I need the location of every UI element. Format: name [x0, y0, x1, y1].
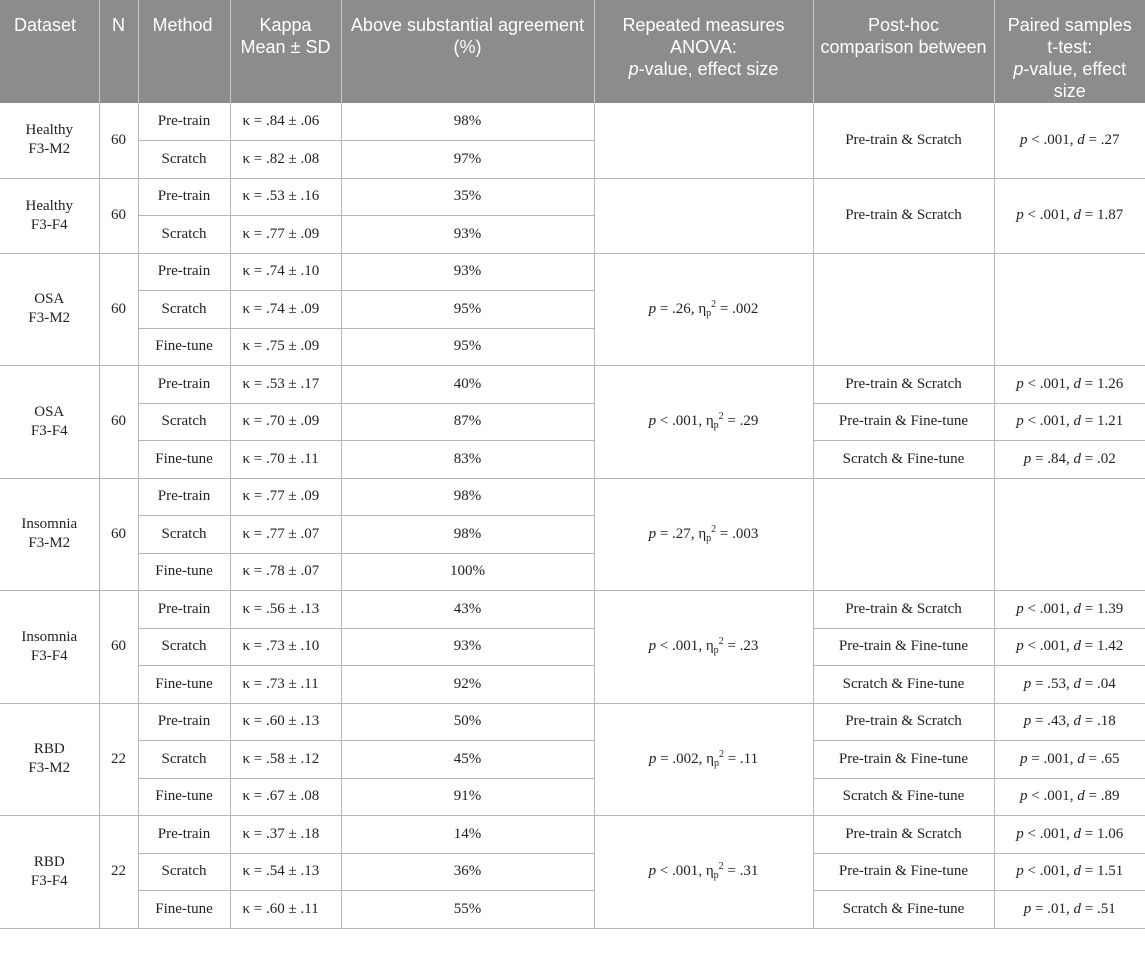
table-row [0, 178, 1145, 216]
table-row [0, 103, 1145, 141]
method-cell: Pre-train [138, 478, 230, 516]
ttest-cell: p < .001, d = .27 [994, 103, 1145, 178]
table-row [0, 366, 1145, 404]
table-row [0, 703, 1145, 741]
anova-eta-value: = .23 [727, 638, 759, 655]
anova-p-symbol: p [648, 413, 657, 430]
anova-eta-value: = .31 [727, 863, 759, 880]
header-anova-rest: -value, effect size [638, 59, 779, 79]
posthoc-cell: Pre-train & Scratch [813, 366, 994, 404]
agreement-cell: 95% [341, 328, 594, 366]
method-cell: Pre-train [138, 103, 230, 141]
ttest-p-value: < .001 [1027, 825, 1066, 842]
ttest-p-value: = .01 [1035, 900, 1066, 917]
posthoc-cell: Pre-train & Fine-tune [813, 741, 994, 779]
posthoc-cell: Pre-train & Scratch [813, 103, 994, 178]
ttest-d-symbol: d [1073, 413, 1081, 430]
kappa-cell: κ = .77 ± .07 [230, 516, 341, 554]
agreement-cell: 36% [341, 853, 594, 891]
anova-p-value: < .001 [659, 638, 699, 655]
method-cell: Pre-train [138, 591, 230, 629]
ttest-d-symbol: d [1077, 131, 1085, 148]
ttest-d-value: = 1.42 [1084, 638, 1124, 655]
dataset-cell: RBD F3-M2 [0, 703, 99, 816]
header-n: N [99, 0, 138, 103]
ttest-d-symbol: d [1073, 638, 1081, 655]
method-cell: Scratch [138, 216, 230, 254]
ttest-d-value: = 1.39 [1084, 600, 1124, 617]
header-dataset: Dataset [0, 0, 99, 103]
anova-p-symbol: p [648, 300, 657, 317]
ttest-d-value: = 1.51 [1084, 863, 1124, 880]
ttest-p-symbol: p [1020, 131, 1028, 148]
kappa-cell: κ = .54 ± .13 [230, 853, 341, 891]
ttest-d-symbol: d [1073, 675, 1081, 692]
kappa-cell: κ = .67 ± .08 [230, 778, 341, 816]
agreement-cell: 87% [341, 403, 594, 441]
dataset-cell: RBD F3-F4 [0, 816, 99, 929]
anova-p-value: = .26 [659, 300, 691, 317]
agreement-cell: 98% [341, 103, 594, 141]
ttest-p-value: < .001 [1027, 863, 1066, 880]
ttest-cell: p = .84, d = .02 [994, 441, 1145, 479]
anova-p-value: < .001 [659, 413, 699, 430]
anova-p-symbol: p [648, 750, 657, 767]
ttest-d-value: = .27 [1088, 131, 1120, 148]
agreement-cell: 98% [341, 516, 594, 554]
ttest-d-symbol: d [1073, 450, 1081, 467]
ttest-p-value: < .001 [1031, 131, 1070, 148]
ttest-d-symbol: d [1073, 900, 1081, 917]
agreement-cell: 100% [341, 553, 594, 591]
posthoc-cell: Pre-train & Fine-tune [813, 403, 994, 441]
ttest-p-symbol: p [1023, 450, 1032, 467]
method-cell: Fine-tune [138, 441, 230, 479]
ttest-cell: p < .001, d = 1.21 [994, 403, 1145, 441]
ttest-p-value: < .001 [1027, 638, 1066, 655]
ttest-d-symbol: d [1073, 825, 1081, 842]
ttest-p-value: < .001 [1027, 375, 1066, 392]
method-cell: Pre-train [138, 178, 230, 216]
posthoc-cell [813, 478, 994, 591]
method-cell: Scratch [138, 628, 230, 666]
ttest-cell: p = .001, d = .65 [994, 741, 1145, 779]
posthoc-cell [813, 253, 994, 366]
header-anova-line1: Repeated measures ANOVA: [622, 15, 785, 57]
ttest-cell [994, 253, 1145, 366]
method-cell: Fine-tune [138, 666, 230, 704]
ttest-p-symbol: p [1016, 600, 1024, 617]
method-cell: Fine-tune [138, 553, 230, 591]
anova-p-symbol: p [648, 525, 657, 542]
method-cell: Pre-train [138, 816, 230, 854]
agreement-cell: 35% [341, 178, 594, 216]
n-cell: 60 [99, 366, 138, 479]
ttest-p-symbol: p [1020, 750, 1028, 767]
table-row [0, 816, 1145, 854]
posthoc-cell: Pre-train & Scratch [813, 703, 994, 741]
n-cell: 60 [99, 178, 138, 253]
anova-cell: p = .002, $\eta_p^2 = .11$ [594, 703, 813, 816]
n-cell: 60 [99, 591, 138, 704]
anova-cell: p < .001, $\eta_p^2 = .23$ [594, 591, 813, 704]
posthoc-cell: Pre-train & Fine-tune [813, 628, 994, 666]
anova-p-symbol: p [648, 638, 657, 655]
ttest-cell: p < .001, d = 1.51 [994, 853, 1145, 891]
anova-eta-value: = .11 [727, 750, 759, 767]
kappa-cell: κ = .75 ± .09 [230, 328, 341, 366]
header-ttest-rest: -value, effect size [1023, 59, 1127, 101]
ttest-cell: p = .01, d = .51 [994, 891, 1145, 929]
method-cell: Pre-train [138, 253, 230, 291]
table-row [0, 478, 1145, 516]
ttest-cell: p = .43, d = .18 [994, 703, 1145, 741]
dataset-cell: OSA F3-M2 [0, 253, 99, 366]
header-ttest-line1: Paired samples t-test: [1007, 15, 1132, 57]
dataset-cell: Healthy F3-M2 [0, 103, 99, 178]
ttest-d-value: = .04 [1084, 675, 1116, 692]
ttest-d-value: = 1.26 [1084, 375, 1124, 392]
ttest-d-symbol: d [1073, 713, 1081, 730]
dataset-cell: OSA F3-F4 [0, 366, 99, 479]
ttest-p-symbol: p [1023, 713, 1032, 730]
ttest-d-value: = 1.06 [1084, 825, 1124, 842]
ttest-cell: p < .001, d = 1.39 [994, 591, 1145, 629]
ttest-p-symbol: p [1016, 375, 1024, 392]
ttest-cell: p < .001, d = 1.42 [994, 628, 1145, 666]
kappa-cell: κ = .77 ± .09 [230, 216, 341, 254]
n-cell: 60 [99, 478, 138, 591]
agreement-cell: 95% [341, 291, 594, 329]
table-row [0, 591, 1145, 629]
method-cell: Fine-tune [138, 778, 230, 816]
ttest-d-symbol: d [1077, 750, 1085, 767]
ttest-p-value: = .84 [1035, 450, 1066, 467]
table-row [0, 741, 1145, 779]
anova-cell [594, 103, 813, 178]
kappa-cell: κ = .73 ± .11 [230, 666, 341, 704]
kappa-cell: κ = .56 ± .13 [230, 591, 341, 629]
method-cell: Scratch [138, 403, 230, 441]
header-ttest-p: p [1013, 59, 1024, 79]
table-row [0, 253, 1145, 291]
anova-cell: p = .27, $\eta_p^2 = .003$ [594, 478, 813, 591]
ttest-p-value: = .53 [1035, 675, 1066, 692]
agreement-cell: 97% [341, 141, 594, 179]
posthoc-cell: Scratch & Fine-tune [813, 666, 994, 704]
anova-p-symbol: p [648, 863, 657, 880]
table-header [0, 0, 1145, 103]
ttest-p-value: < .001 [1027, 600, 1066, 617]
table-row [0, 403, 1145, 441]
n-cell: 22 [99, 703, 138, 816]
ttest-p-symbol: p [1016, 413, 1024, 430]
ttest-p-value: = .001 [1031, 750, 1070, 767]
ttest-d-value: = .65 [1088, 750, 1120, 767]
ttest-p-symbol: p [1016, 825, 1024, 842]
agreement-cell: 93% [341, 216, 594, 254]
agreement-cell: 93% [341, 628, 594, 666]
ttest-p-symbol: p [1023, 675, 1032, 692]
method-cell: Scratch [138, 741, 230, 779]
agreement-cell: 83% [341, 441, 594, 479]
kappa-cell: κ = .53 ± .17 [230, 366, 341, 404]
agreement-cell: 55% [341, 891, 594, 929]
kappa-cell: κ = .77 ± .09 [230, 478, 341, 516]
ttest-p-value: < .001 [1027, 207, 1066, 223]
method-cell: Pre-train [138, 366, 230, 404]
anova-p-value: = .002 [660, 750, 699, 767]
ttest-p-value: = .43 [1035, 713, 1066, 730]
kappa-cell: κ = .60 ± .13 [230, 703, 341, 741]
header-kappa: Kappa Mean ± SD [230, 0, 341, 103]
anova-eta-value: = .003 [719, 525, 759, 542]
agreement-cell: 92% [341, 666, 594, 704]
kappa-cell: κ = .53 ± .16 [230, 178, 341, 216]
ttest-p-value: < .001 [1031, 788, 1070, 805]
agreement-cell: 40% [341, 366, 594, 404]
kappa-cell: κ = .84 ± .06 [230, 103, 341, 141]
posthoc-cell: Pre-train & Scratch [813, 178, 994, 253]
ttest-d-value: = .02 [1084, 450, 1116, 467]
dataset-cell: Insomnia F3-M2 [0, 478, 99, 591]
agreement-cell: 43% [341, 591, 594, 629]
posthoc-cell: Scratch & Fine-tune [813, 891, 994, 929]
method-cell: Pre-train [138, 703, 230, 741]
ttest-d-symbol: d [1073, 600, 1081, 617]
anova-p-value: < .001 [659, 863, 699, 880]
ttest-cell: p < .001, d = 1.06 [994, 816, 1145, 854]
anova-cell: p < .001, $\eta_p^2 = .31$ [594, 816, 813, 929]
n-cell: 60 [99, 103, 138, 178]
table-row [0, 666, 1145, 704]
method-cell: Fine-tune [138, 328, 230, 366]
ttest-d-value: = 1.21 [1084, 413, 1124, 430]
kappa-cell: κ = .78 ± .07 [230, 553, 341, 591]
posthoc-cell: Pre-train & Fine-tune [813, 853, 994, 891]
method-cell: Scratch [138, 853, 230, 891]
ttest-p-symbol: p [1023, 900, 1032, 917]
method-cell: Scratch [138, 291, 230, 329]
kappa-cell: κ = .60 ± .11 [230, 891, 341, 929]
dataset-cell: Insomnia F3-F4 [0, 591, 99, 704]
dataset-cell: Healthy F3-F4 [0, 178, 99, 253]
ttest-p-symbol: p [1016, 863, 1024, 880]
kappa-cell: κ = .82 ± .08 [230, 141, 341, 179]
ttest-d-value: = .18 [1084, 713, 1116, 730]
table-row [0, 891, 1145, 929]
posthoc-cell: Pre-train & Scratch [813, 816, 994, 854]
ttest-cell: p < .001, d = 1.87 [994, 178, 1145, 253]
anova-eta-value: = .002 [719, 300, 759, 317]
header-posthoc: Post-hoc comparison between [813, 0, 994, 103]
posthoc-cell: Scratch & Fine-tune [813, 441, 994, 479]
agreement-cell: 91% [341, 778, 594, 816]
kappa-cell: κ = .74 ± .10 [230, 253, 341, 291]
agreement-cell: 45% [341, 741, 594, 779]
method-cell: Scratch [138, 141, 230, 179]
anova-eta-value: = .29 [727, 413, 759, 430]
table-row [0, 441, 1145, 479]
header-agreement: Above substantial agreement (%) [341, 0, 594, 103]
method-cell: Fine-tune [138, 891, 230, 929]
ttest-cell: p < .001, d = .89 [994, 778, 1145, 816]
ttest-d-symbol: d [1073, 375, 1081, 392]
ttest-p-symbol: p [1016, 207, 1024, 223]
header-method: Method [138, 0, 230, 103]
agreement-cell: 14% [341, 816, 594, 854]
ttest-p-symbol: p [1020, 788, 1028, 805]
table-row [0, 778, 1145, 816]
ttest-d-value: = .51 [1084, 900, 1116, 917]
kappa-cell: κ = .73 ± .10 [230, 628, 341, 666]
method-cell: Scratch [138, 516, 230, 554]
ttest-cell: p < .001, d = 1.26 [994, 366, 1145, 404]
kappa-cell: κ = .70 ± .11 [230, 441, 341, 479]
table-body [0, 103, 1145, 928]
anova-cell: p = .26, $\eta_p^2 = .002$ [594, 253, 813, 366]
header-anova [594, 0, 813, 103]
table-row [0, 853, 1145, 891]
header-ttest [994, 0, 1145, 103]
agreement-cell: 98% [341, 478, 594, 516]
ttest-d-value: = 1.87 [1084, 207, 1124, 223]
header-anova-p: p [628, 59, 639, 79]
agreement-cell: 50% [341, 703, 594, 741]
kappa-cell: κ = .70 ± .09 [230, 403, 341, 441]
ttest-cell: p = .53, d = .04 [994, 666, 1145, 704]
anova-cell: p < .001, $\eta_p^2 = .29$ [594, 366, 813, 479]
ttest-d-symbol: d [1077, 788, 1085, 805]
n-cell: 60 [99, 253, 138, 366]
ttest-d-symbol: d [1073, 207, 1081, 223]
agreement-cell: 93% [341, 253, 594, 291]
ttest-d-value: = .89 [1088, 788, 1120, 805]
ttest-cell [994, 478, 1145, 591]
anova-cell [594, 178, 813, 253]
n-cell: 22 [99, 816, 138, 929]
posthoc-cell: Scratch & Fine-tune [813, 778, 994, 816]
ttest-p-value: < .001 [1027, 413, 1066, 430]
kappa-cell: κ = .37 ± .18 [230, 816, 341, 854]
anova-p-value: = .27 [659, 525, 691, 542]
kappa-cell: κ = .74 ± .09 [230, 291, 341, 329]
posthoc-cell: Pre-train & Scratch [813, 591, 994, 629]
kappa-cell: κ = .58 ± .12 [230, 741, 341, 779]
ttest-p-symbol: p [1016, 638, 1024, 655]
ttest-d-symbol: d [1073, 863, 1081, 880]
table-row [0, 628, 1145, 666]
